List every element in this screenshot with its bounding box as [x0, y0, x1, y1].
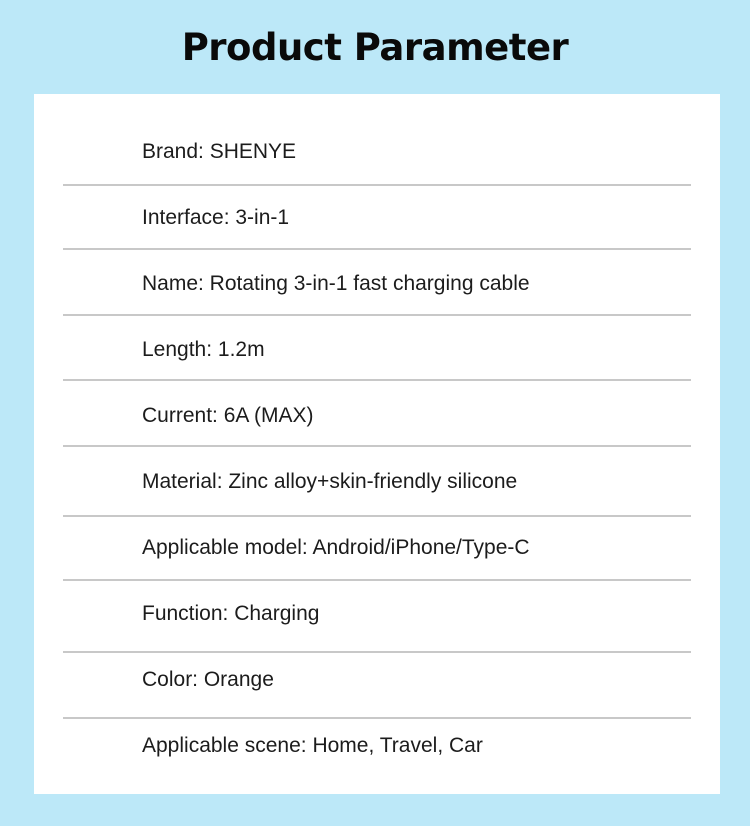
- divider: [63, 579, 691, 581]
- divider: [63, 717, 691, 719]
- page-title: Product Parameter: [181, 26, 569, 69]
- parameter-card: [34, 94, 720, 794]
- param-function: Function: Charging: [142, 602, 320, 625]
- divider: [63, 651, 691, 653]
- param-applicable-scene: Applicable scene: Home, Travel, Car: [142, 734, 483, 757]
- param-name: Name: Rotating 3-in-1 fast charging cable: [142, 272, 530, 295]
- param-current: Current: 6A (MAX): [142, 404, 314, 427]
- param-material: Material: Zinc alloy+skin-friendly silicone: [142, 470, 518, 493]
- divider: [63, 445, 691, 447]
- divider: [63, 248, 691, 250]
- divider: [63, 379, 691, 381]
- param-brand: Brand: SHENYE: [142, 140, 297, 163]
- param-length: Length: 1.2m: [142, 338, 265, 361]
- param-color: Color: Orange: [142, 668, 274, 691]
- divider: [63, 314, 691, 316]
- param-applicable-model: Applicable model: Android/iPhone/Type-C: [142, 536, 530, 559]
- divider: [63, 515, 691, 517]
- param-interface: Interface: 3-in-1: [142, 206, 290, 229]
- divider: [63, 184, 691, 186]
